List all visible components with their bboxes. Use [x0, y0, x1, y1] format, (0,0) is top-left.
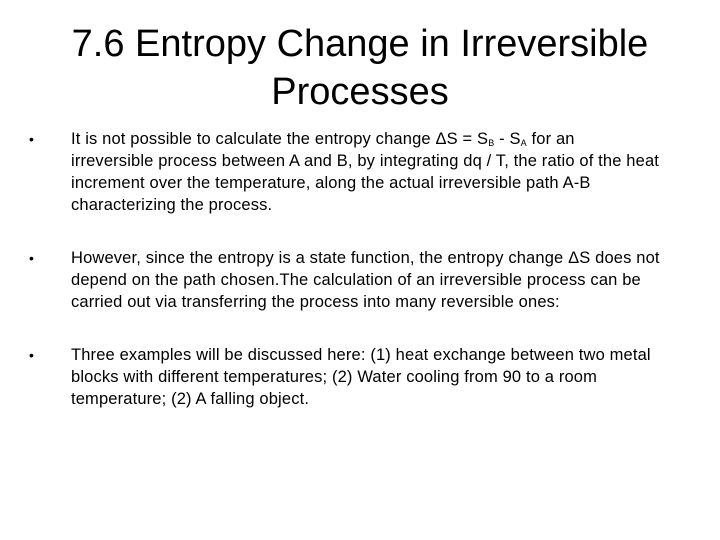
bullet-1-text — [71, 130, 659, 214]
bullet-marker: • — [29, 131, 35, 147]
bullet-2-text: However, since the entropy is a state function, the entropy change ΔS does not depend on the path chosen.The calculation of an irreversible process can be carried out via transferring the process into many reversible ones: — [71, 249, 660, 311]
subscript-b: B — [488, 138, 495, 148]
bullet-1-part-1: It is not possible to calculate the entropy change ΔS = S — [71, 130, 489, 148]
bullet-3-text: Three examples will be discussed here: (1) heat exchange between two metal blocks with different temperatures; (2) Water cooling from 90 to a room temperature; (2) A falling object. — [71, 346, 651, 408]
bullet-1-part-2: - S — [494, 130, 521, 148]
bullet-item-3 — [0, 344, 661, 410]
slide-title — [0, 20, 720, 116]
bullet-1-part-3: for an irreversible process between A and B, by integrating dq / T, the ratio of the heat increment over the temperature, along the actual irreversible path A-B characterizing the process. — [71, 130, 660, 214]
bullet-item-1 — [0, 128, 661, 216]
bullet-marker: • — [29, 347, 35, 363]
slide-title-line-1: 7.6 Entropy Change in Irreversible — [71, 23, 649, 65]
bullet-item-2 — [0, 247, 661, 313]
bullet-marker: • — [29, 250, 35, 266]
bullet-list — [0, 128, 720, 410]
subscript-a: A — [520, 138, 527, 148]
slide-title-line-2: Processes — [271, 71, 449, 113]
